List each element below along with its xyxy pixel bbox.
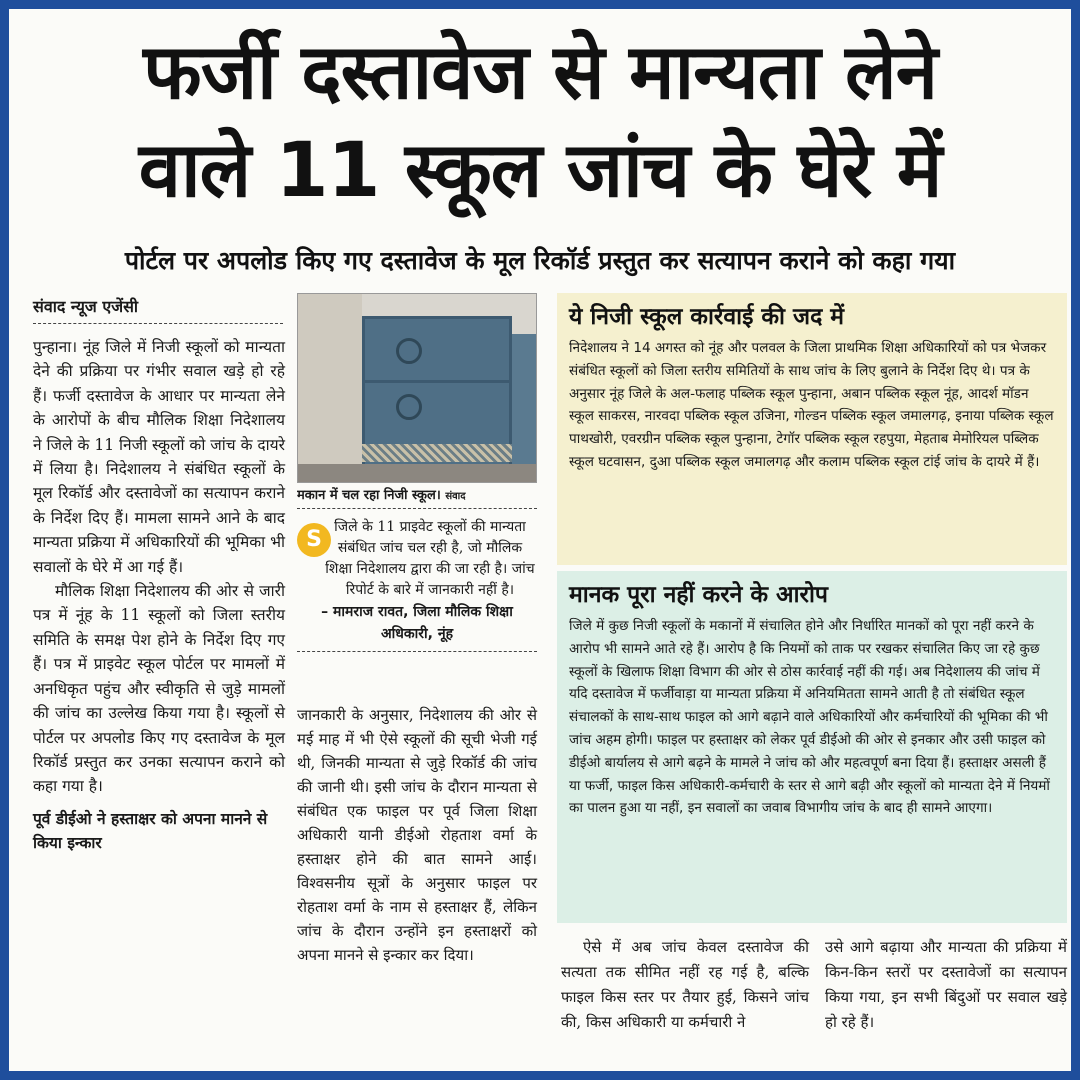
headline-line-2: वाले 11 स्कूल जांच के घेरे में	[138, 125, 942, 214]
photo-credit: संवाद	[445, 491, 466, 502]
box-title: ये निजी स्कूल कार्रवाई की जद में	[569, 304, 845, 330]
article-column-2	[297, 703, 537, 967]
schools-list-box	[557, 293, 1067, 565]
gate-side-image	[512, 334, 537, 483]
gate-ornament	[396, 338, 422, 364]
photo-caption	[297, 485, 537, 509]
headline	[23, 23, 1057, 219]
quote-text: जिले के 11 प्राइवेट स्कूलों की मान्यता संबंधित जांच चल रही है, जो मौलिक शिक्षा निदेशालय द्वारा की जा रही है। जांच रिपोर्ट के बारे में जानकारी नहीं है।	[325, 519, 535, 598]
section-subheading: पूर्व डीईओ ने हस्ताक्षर को अपना मानने से किया इन्कार	[33, 809, 268, 852]
box-text: जिले में कुछ निजी स्कूलों के मकानों में संचालित होने और निर्धारित मानकों को पूरा नहीं करने के आरोप भी सामने आते रहे हैं। आरोप है कि नियमों को ताक पर रखकर संचालित किए जा रहे कुछ स्कूलों के खिलाफ शिक्षा विभाग की ओर से ठोस कार्रवाई नहीं की गई। अब निदेशालय की जांच में यदि दस्तावेज में फर्जीवाड़ा या मान्यता प्रक्रिया में अनियमितता सामने आती है तो संबंधित स्कूल संचालकों के साथ-साथ फाइल को आगे बढ़ाने वाले अधिकारियों और कर्मचारियों की भूमिका की भी जांच अहम होगी। फाइल पर हस्ताक्षर को लेकर पूर्व डीईओ की ओर से इनकार और उसी फाइल को डीईओ बार्यालय से आगे बढ़ने के मामले ने जांच को और महत्वपूर्ण बना दिया हैं। हस्ताक्षर असली हैं या फर्जी, फाइल किस अधिकारी-कर्मचारी के स्तर से आगे बढ़ी और स्कूलों को मान्यता देने में नियमों का पालन हुआ या नहीं, इन सवालों का जवाब विभागीय जांच के बाद ही सामने आएगा।	[569, 618, 1050, 817]
photo-caption-text: मकान में चल रहा निजी स्कूल।	[297, 488, 441, 503]
quote-author: – मामराज रावत, जिला मौलिक शिक्षा अधिकारी, नूंह	[297, 601, 537, 652]
article-paragraph: पुन्हाना। नूंह जिले में निजी स्कूलों को मान्यता देने की प्रक्रिया पर गंभीर सवाल खड़े हो रहे हैं। फर्जी दस्तावेज के आधार पर मान्यता लेने के आरोपों के बीच मौलिक शिक्षा निदेशालय ने जिले के 11 निजी स्कूलों को जांच के दायरे में लिया है। निदेशालय ने संबंधित स्कूलों के मूल रिकॉर्ड और दस्तावेजों का सत्यापन कराने के निर्देश दिए हैं। मामला सामने आने के बाद मान्यता प्रक्रिया में अधिकारियों की भूमिका भी सवालों के घेरे में आ गई हैं।	[33, 338, 285, 576]
quote-icon: S	[297, 523, 331, 557]
photo-ground	[298, 464, 537, 483]
article-paragraph: मौलिक शिक्षा निदेशालय की ओर से जारी पत्र में नूंह के 11 स्कूलों को जिला स्तरीय समिति के समक्ष पेश होने के निर्देश दिए गए हैं। पत्र में प्राइवेट स्कूल पोर्टल पर मामलों में अनधिकृत पहुंच और स्वीकृति से जुड़े मामलों की जांच का उल्लेख किया गया है। स्कूलों से पोर्टल पर अपलोड किए गए दस्तावेज के मूल रिकॉर्ड प्रस्तुत कर उनका सत्यापन कराने को कहा गया है।	[33, 582, 285, 796]
article-column-1	[33, 335, 285, 855]
byline: संवाद न्यूज एजेंसी	[33, 295, 283, 324]
subheadline: पोर्टल पर अपलोड किए गए दस्तावेज के मूल रिकॉर्ड प्रस्तुत कर सत्यापन कराने को कहा गया	[124, 246, 956, 275]
official-quote	[297, 517, 537, 652]
headline-line-1: फर्जी दस्तावेज से मान्यता लेने	[143, 27, 937, 116]
article-paragraph: जानकारी के अनुसार, निदेशालय की ओर से मई माह में भी ऐसे स्कूलों की सूची भेजी गई थी, जिनकी मान्यता से जुड़े रिकॉर्ड की जांच की जानी थी। इसी जांच के दौरान मान्यता से संबंधित एक फाइल पर पूर्व जिला शिक्षा अधिकारी यानी डीईओ रोहताश वर्मा के हस्ताक्षर होने की बात सामने आई। विश्वसनीय सूत्रों के अनुसार फाइल पर रोहताश वर्मा के नाम से हस्ताक्षर हैं, लेकिन जांच के दौरान उन्होंने इन हस्ताक्षरों को अपना मानने से इन्कार कर दिया।	[297, 706, 537, 964]
allegations-box	[557, 571, 1067, 923]
box-title: मानक पूरा नहीं करने के आरोप	[569, 582, 828, 608]
article-column-3: ऐसे में अब जांच केवल दस्तावेज की सत्यता तक सीमित नहीं रह गई है, बल्कि फाइल किस स्तर पर तैयार हुई, किसने जांच की, किस अधिकारी या कर्मचारी ने	[561, 938, 809, 1031]
photo-wall	[298, 294, 362, 483]
gate-ornament	[396, 394, 422, 420]
box-text: निदेशालय ने 14 अगस्त को नूंह और पलवल के जिला प्राथमिक शिक्षा अधिकारियों को पत्र भेजकर संबंधित स्कूलों को जिला स्तरीय समितियों के साथ जांच के लिए बुलाने के निर्देश दिए थे। पत्र के अनुसार नूंह जिले के अल-फलाह पब्लिक स्कूल पुन्हाना, अबान पब्लिक स्कूल नूंह, आदर्श मॉडन स्कूल साकरस, नारवदा पब्लिक स्कूल उजिना, गोल्डन पब्लिक स्कूल जमालगढ़, इनाया पब्लिक स्कूल पाथखोरी, एवरग्रीन पब्लिक स्कूल पुन्हाना, टेगॉर पब्लिक स्कूल रहपुया, मेहताब मेमोरियल पब्लिक स्कूल घटवासन, दुआ पब्लिक स्कूल जमालगढ़ और कलाम पब्लिक स्कूल टांई जांच के दायरे में हैं।	[569, 340, 1054, 470]
gate-bar	[362, 380, 512, 383]
school-gate-photo	[297, 293, 537, 483]
gate-mesh	[362, 444, 512, 462]
article-column-4: उसे आगे बढ़ाया और मान्यता की प्रक्रिया में किन-किन स्तरों पर दस्तावेजों का सत्यापन किया गया, इन सभी बिंदुओं पर सवाल खड़े हो रहे हैं।	[825, 938, 1067, 1031]
